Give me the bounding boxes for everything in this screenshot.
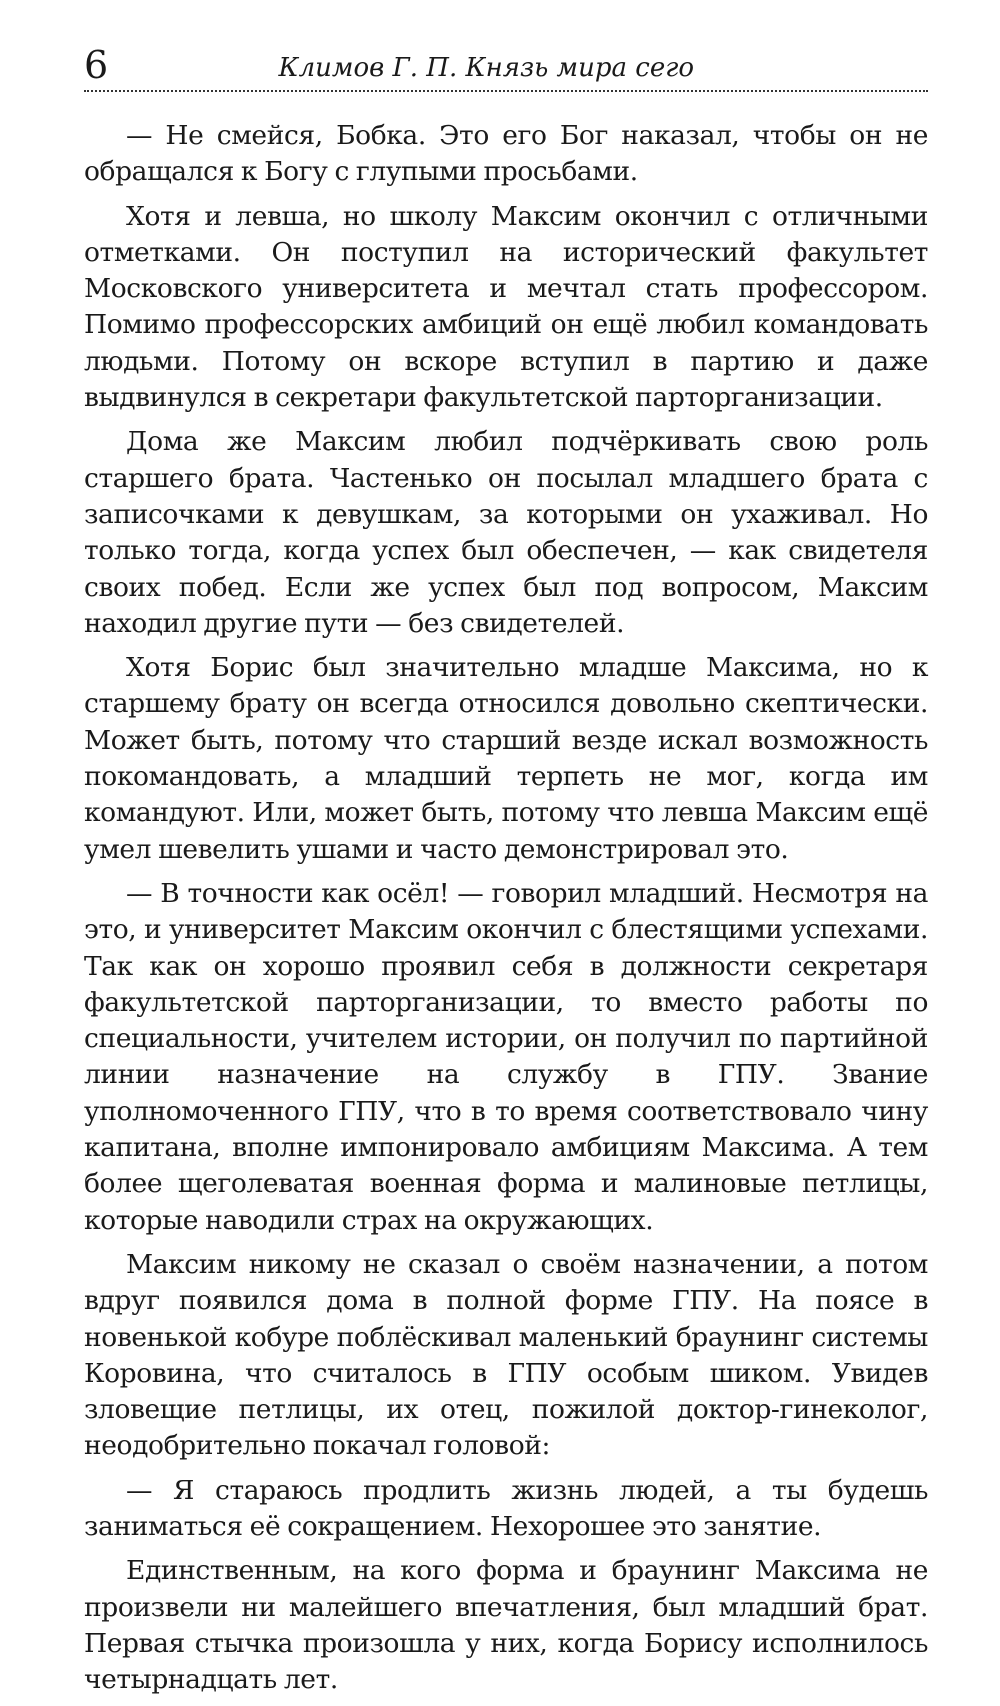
paragraph: Единственным, на кого форма и браунинг Максима не произвели ни малейшего впечатления, был младший брат. Первая стычка произошла у них, когда Борису исполнилось четырнадцать лет. — [84, 1555, 928, 1696]
paragraph: — В точности как осёл! — говорил младший. Несмотря на это, и университет Максим окончил с блестящими успехами. Так как он хорошо проявил себя в должности секретаря факультетской парторганизации, то вместо работы по специальности, учителем истории, он получил по партийной линии назначение на службу в ГПУ. Звание уполномоченного ГПУ, что в то время соответствовало чину капитана, вполне импонировало амбициям Максима. А тем более щеголеватая военная форма и малиновые петлицы, которые наводили страх на окружающих. — [84, 877, 928, 1236]
paragraph: — Я стараюсь продлить жизнь людей, а ты будешь заниматься её сокращением. Нехорошее это занятие. — [84, 1474, 928, 1542]
paragraph: — Не смейся, Бобка. Это его Бог наказал, чтобы он не обращался к Богу с глупыми просьбами. — [84, 120, 928, 188]
paragraph: Хотя Борис был значительно младше Максима, но к старшему брату он всегда относился довольно скептически. Может быть, потому что старший везде искал возможность покомандовать, а младший терпеть не мог, когда им командуют. Или, может быть, потому что левша Максим ещё умел шевелить ушами и часто демонстрировал это. — [84, 652, 928, 865]
page-header — [84, 38, 928, 92]
paragraph: Хотя и левша, но школу Максим окончил с отличными отметками. Он поступил на исторический факультет Московского университета и мечтал стать профессором. Помимо профессорских амбиций он ещё любил командовать людьми. Потому он вскоре вступил в партию и даже выдвинулся в секретари факультетской парторганизации. — [84, 200, 928, 414]
paragraph: Дома же Максим любил подчёркивать свою роль старшего брата. Частенько он посылал младшего брата с записочками к девушкам, за которыми он ухаживал. Но только тогда, когда успех был обеспечен, — как свидетеля своих побед. Если же успех был под вопросом, Максим находил другие пути — без свидетелей. — [84, 426, 928, 639]
header-divider — [84, 90, 928, 92]
page-number: 6 — [84, 43, 109, 87]
body-text — [84, 118, 928, 1706]
running-title: Климов Г. П. Князь мира сего — [278, 53, 694, 83]
paragraph: Максим никому не сказал о своём назначении, а потом вдруг появился дома в полной форме ГПУ. На поясе в новенькой кобуре поблёскивал маленький браунинг системы Коровина, что считалось в ГПУ особым шиком. Увидев зловещие петлицы, их отец, пожилой доктор-гинеколог, неодобрительно покачал головой: — [84, 1248, 928, 1462]
